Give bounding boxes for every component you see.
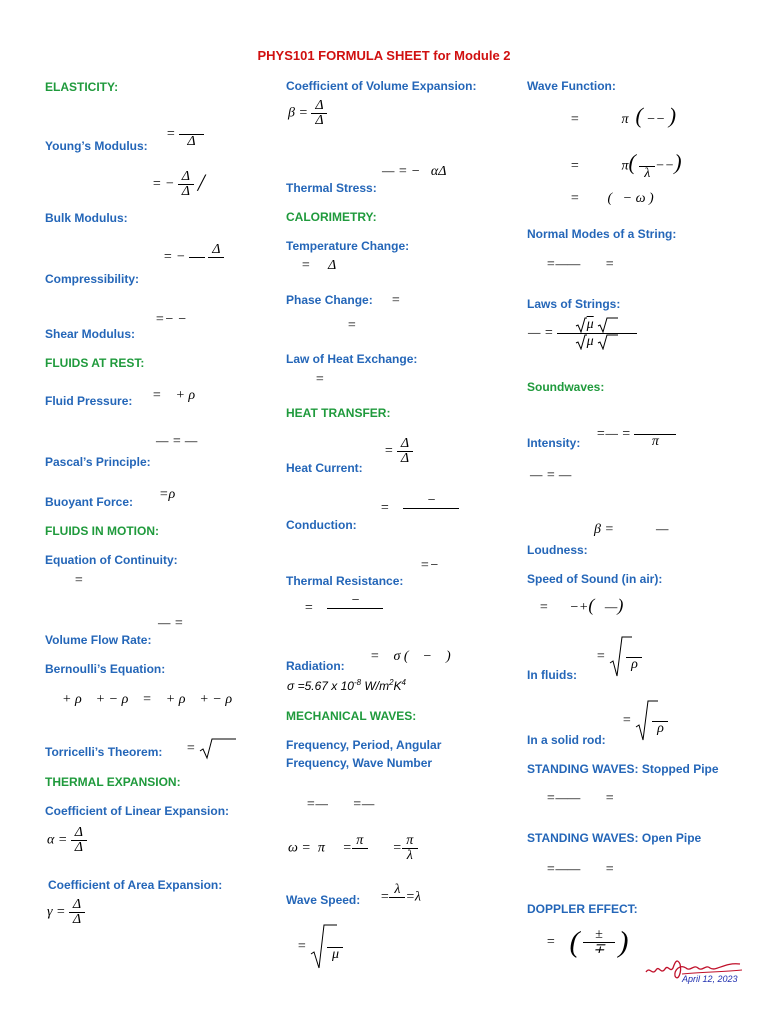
label-wave-speed: Wave Speed: <box>286 893 361 907</box>
label-youngs-modulus: Young’s Modulus: <box>45 139 148 153</box>
signature <box>642 950 746 994</box>
shear-formula: =− − <box>155 312 187 327</box>
label-wave-function: Wave Function: <box>527 79 616 93</box>
section-heat-transfer: HEAT TRANSFER: <box>286 406 391 420</box>
doppler-formula: = ( $\frac{\pm}{\mp}$ ) <box>546 925 629 959</box>
phase-change-formula-1: = <box>391 293 401 308</box>
label-bulk-modulus: Bulk Modulus: <box>45 211 128 225</box>
heat-exchange-formula: = <box>315 372 325 387</box>
signature-date: April 12, 2023 <box>682 974 738 984</box>
section-soundwaves: Soundwaves: <box>527 380 605 394</box>
normal-modes-formula: =—— = <box>546 257 615 272</box>
volume-expansion-formula: β = $\frac{\Delta}{\Delta}$ <box>288 99 327 128</box>
label-fluid-pressure: Fluid Pressure: <box>45 394 133 408</box>
stopped-pipe-formula: =—— = <box>546 791 615 806</box>
section-calorimetry: CALORIMETRY: <box>286 210 377 224</box>
label-torricellis-theorem: Torricelli’s Theorem: <box>45 745 163 759</box>
conduction-formula: = − <box>380 494 459 523</box>
label-loudness: Loudness: <box>527 543 588 557</box>
thermal-stress-formula: — = − αΔ <box>382 164 447 179</box>
phase-change-formula-2: = <box>347 318 357 333</box>
open-pipe-formula: =—— = <box>546 862 615 877</box>
label-intensity: Intensity: <box>527 436 581 450</box>
wave-speed-formula: = λ =λ <box>380 882 421 905</box>
label-conduction: Conduction: <box>286 518 357 532</box>
label-thermal-resistance: Thermal Resistance: <box>286 574 404 588</box>
section-elasticity: ELASTICITY: <box>45 80 119 94</box>
youngs-formula: = Δ <box>166 120 204 149</box>
frequency-period-formula: =— =— <box>306 797 375 812</box>
bernoulli-formula: + ρ + − ρ = + ρ + − ρ <box>62 692 233 707</box>
label-standing-waves-open-pipe: STANDING WAVES: Open Pipe <box>527 831 702 845</box>
label-volume-flow-rate: Volume Flow Rate: <box>45 633 152 647</box>
compress-formula: = − Δ <box>163 243 224 272</box>
label-buoyant-force: Buoyant Force: <box>45 495 134 509</box>
bulk-formula: = − $\frac{\Delta}{\Delta}$ ╱ <box>152 169 206 199</box>
stefan-boltzmann-constant: σ =5.67 x $10^{-8}$ $W/m^2K^4$ <box>287 678 406 693</box>
buoyant-formula: =ρ <box>159 487 176 502</box>
page-title: PHYS101 FORMULA SHEET for Module 2 <box>257 48 511 63</box>
pascal-formula: — = — <box>156 434 198 449</box>
laws-of-strings-formula: — = $\frac{\overline{\mu}}{\overline{\mu}}$ <box>528 317 637 350</box>
wave-function-formula-1: = π ( −− ) <box>570 103 677 128</box>
label-phase-change: Phase Change: <box>286 293 373 307</box>
label-standing-waves-stopped-pipe: STANDING WAVES: Stopped Pipe <box>527 762 719 776</box>
intensity-ratio-formula: — = — <box>530 468 572 483</box>
string-wave-speed-formula: = μ <box>297 924 343 970</box>
section-mechanical-waves: MECHANICAL WAVES: <box>286 709 417 723</box>
thermal-resistance-formula-2: = − <box>304 594 383 623</box>
label-laws-of-strings: Laws of Strings: <box>527 297 621 311</box>
radiation-formula: = σ ( − ) <box>370 649 451 664</box>
volume-flow-formula: — = <box>158 616 184 631</box>
label-coefficient-area-expansion: Coefficient of Area Expansion: <box>48 878 223 892</box>
label-frequency-line-2: Frequency, Wave Number <box>286 756 433 770</box>
label-in-a-solid-rod: In a solid rod: <box>527 733 606 747</box>
label-heat-current: Heat Current: <box>286 461 363 475</box>
label-speed-of-sound-air: Speed of Sound (in air): <box>527 572 663 586</box>
speed-in-fluids-formula: = ρ <box>596 636 642 678</box>
label-compressibility: Compressibility: <box>45 272 140 286</box>
heat-current-formula: = $\frac{\Delta}{\Delta}$ <box>384 437 413 466</box>
label-bernoullis-equation: Bernoulli’s Equation: <box>45 662 166 676</box>
wave-function-formula-3: = ( − ω ) <box>570 191 654 206</box>
label-law-of-heat-exchange: Law of Heat Exchange: <box>286 352 418 366</box>
speed-of-sound-air-formula: = −+( —) <box>539 595 624 615</box>
label-coefficient-linear-expansion: Coefficient of Linear Expansion: <box>45 804 230 818</box>
label-coefficient-volume-expansion: Coefficient of Volume Expansion: <box>286 79 477 93</box>
label-doppler-effect: DOPPLER EFFECT: <box>527 902 638 916</box>
temperature-change-formula: = Δ <box>301 258 337 273</box>
pressure-formula: = + ρ <box>152 388 196 403</box>
label-pascals-principle: Pascal’s Principle: <box>45 455 151 469</box>
label-in-fluids: In fluids: <box>527 668 577 682</box>
section-fluids-in-motion: FLUIDS IN MOTION: <box>45 524 159 538</box>
label-radiation: Radiation: <box>286 659 345 673</box>
area-expansion-formula: γ = $\frac{\Delta}{\Delta}$ <box>47 898 85 927</box>
label-frequency-line-1: Frequency, Period, Angular <box>286 738 442 752</box>
angular-frequency-formula: ω = π = π = $\frac{\pi}{\lambda}$ <box>288 834 418 863</box>
label-temperature-change: Temperature Change: <box>286 239 410 253</box>
torricelli-formula: = <box>186 738 237 760</box>
linear-expansion-formula: α = $\frac{\Delta}{\Delta}$ <box>47 826 87 855</box>
speed-in-solid-formula: = ρ <box>622 700 668 742</box>
section-fluids-at-rest: FLUIDS AT REST: <box>45 356 145 370</box>
intensity-formula: =— = π <box>596 420 676 449</box>
label-shear-modulus: Shear Modulus: <box>45 327 136 341</box>
thermal-resistance-formula-1: =− <box>420 558 439 573</box>
label-thermal-stress: Thermal Stress: <box>286 181 377 195</box>
section-thermal-expansion: THERMAL EXPANSION: <box>45 775 181 789</box>
label-equation-of-continuity: Equation of Continuity: <box>45 553 178 567</box>
loudness-formula: β = — <box>594 522 669 537</box>
continuity-formula: = <box>74 573 84 588</box>
wave-function-formula-2: = π( λ −−) <box>570 149 682 181</box>
label-normal-modes-of-string: Normal Modes of a String: <box>527 227 677 241</box>
